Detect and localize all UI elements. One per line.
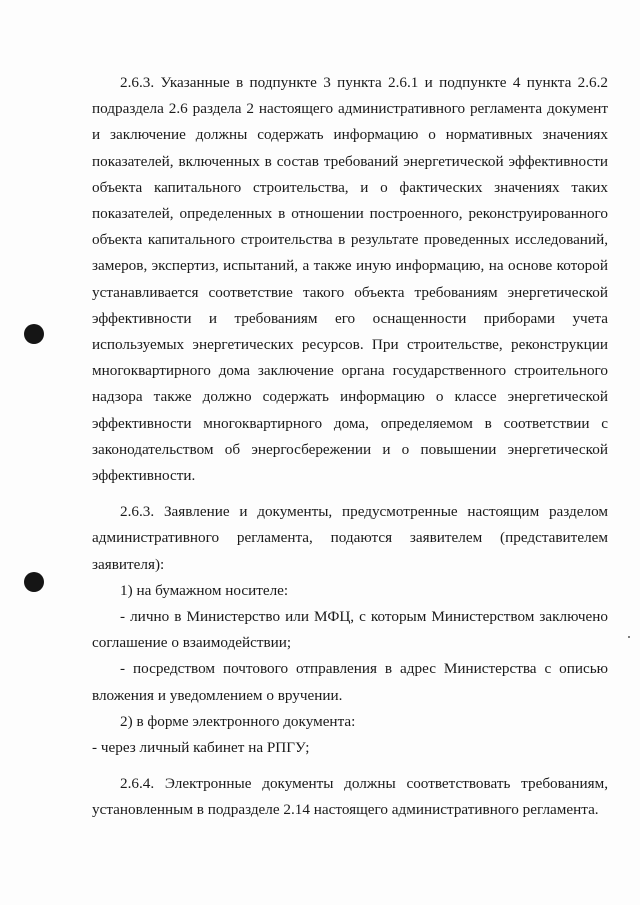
- list-item-rpgu: - через личный кабинет на РПГУ;: [92, 739, 310, 757]
- paragraph-2-6-3-submission: 2.6.3. Заявление и документы, предусмотренные настоящим разделом административного регламента, подаются заявителем (представителем заявителя):: [92, 503, 608, 573]
- list-item-electronic: 2) в форме электронного документа:: [120, 712, 356, 730]
- list-item-post: - посредством почтового отправления в адрес Министерства с описью вложения и уведомлением о вручении.: [92, 660, 608, 704]
- document-body: [92, 70, 608, 824]
- punch-hole-lower: [24, 572, 44, 592]
- paragraph-2-6-4: 2.6.4. Электронные документы должны соответствовать требованиям, установленным в подразделе 2.14 настоящего административного регламента.: [92, 775, 608, 819]
- list-item-in-person: - лично в Министерство или МФЦ, с которым Министерством заключено соглашение о взаимодействии;: [92, 608, 608, 652]
- list-item-paper: 1) на бумажном носителе:: [120, 581, 289, 599]
- scan-speck: [628, 636, 630, 638]
- punch-hole-upper: [24, 324, 44, 344]
- paragraph-2-6-3-energy: 2.6.3. Указанные в подпункте 3 пункта 2.6.1 и подпункте 4 пункта 2.6.2 подраздела 2.6 раздела 2 настоящего административного регламента документ и заключение должны содержать информацию о нормативных значениях показателей, включенных в состав требований энергетической эффективности объекта капитального строительства, и о фактических значениях таких показателей, определенных в отношении построенного, реконструированного объекта капитального строительства в результате проведенных исследований, замеров, экспертиз, испытаний, а также иную информацию, на основе которой устанавливается соответствие такого объекта требованиям энергетической эффективности и требованиям его оснащенности приборами учета используемых энергетических ресурсов. При строительстве, реконструкции многоквартирного дома заключение органа государственного строительного надзора также должно содержать информацию о классе энергетической эффективности многоквартирного дома, определяемом в соответствии с законодательством об энергосбережении и о повышении энергетической эффективности.: [92, 74, 608, 485]
